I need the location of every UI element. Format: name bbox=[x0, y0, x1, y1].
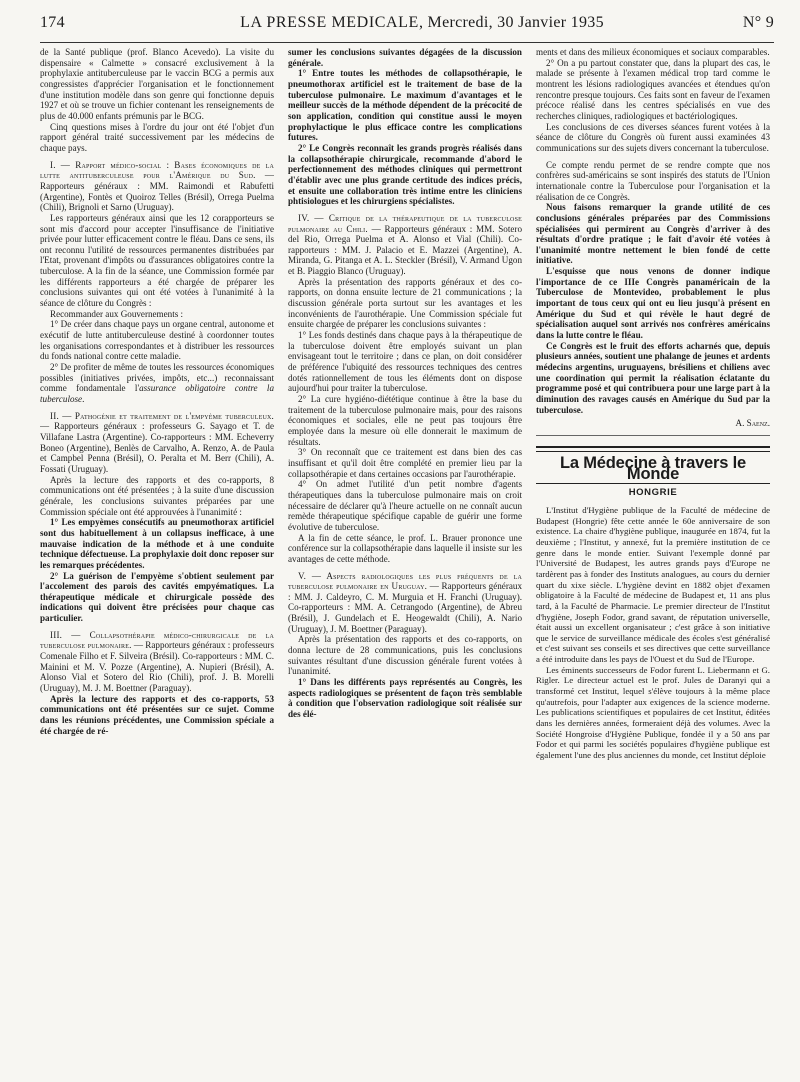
paragraph bbox=[288, 394, 522, 447]
paragraph bbox=[536, 160, 770, 203]
paragraph bbox=[288, 277, 522, 330]
paragraph-text: Les éminents successeurs de Fodor furent L. Liebermann et G. Rigler. Le directeur actuel est le prof. Jules de Daranyi qui a transformé cet Institut, lequel s'élève toujours à la même place qu'autrefois, pour l'adapter aux exigences de la science moderne. Les publications scientifiques et populaires de cet Institut, éditées dans les dernières années, formeraient déjà des volumes. Avec la Société Hongroise d'Hygiène Publique, fondée il y a 50 ans par Fodor et qui parmi les sociétés populaires d'hygiène publique est également l'une des plus anciennes du monde, cet Institut déploie bbox=[536, 664, 770, 761]
paragraph bbox=[40, 694, 274, 737]
header-rule bbox=[40, 42, 774, 43]
paragraph-text: 1° De créer dans chaque pays un organe central, autonome et exécutif de lutte antituberculeuse destiné à coordonner toutes les organisations correspondantes et à distribuer les ressources du fonds national contre cette maladie. bbox=[40, 319, 274, 362]
page-number: 174 bbox=[40, 14, 65, 31]
paragraph bbox=[40, 475, 274, 518]
paragraph bbox=[40, 122, 274, 154]
paragraph-text: Cinq questions mises à l'ordre du jour ont été l'objet d'un rapport général traité successivement par les médecins de chaque pays. bbox=[40, 121, 274, 153]
paragraph bbox=[40, 571, 274, 624]
paragraph-text: 2° La cure hygiéno-diététique continue à être la base du traitement de la tuberculose pulmonaire mais, pour des raisons économiques et sociales, elle ne peut pas toujours être employée dans la mesure où elle donnerait le maximum de résultats. bbox=[288, 394, 522, 447]
paragraph-text: — Rapporteurs généraux : MM. J. Caldeyro, C. M. Murguia et H. Franchi (Uruguay). Co-rapporteurs : MM. A. Cetrangodo (Argentine), de Abreu (Brésil), J. Gundelach et E. Heogewaldt (Chili), A. Nario (Uruguay), J. M. Boettner (Paraguay). bbox=[288, 581, 522, 634]
paragraph-text: Les rapporteurs généraux ainsi que les 12 corapporteurs se sont mis d'accord pour accepter l'insuffisance de l'initiative privée pour lutter efficacement contre le fléau. Dans ce sens, ils ont reconnu l'utilité de ressources permanentes distribuées par l'Etat, provenant d'impôts ou d'assurances obligatoires contre la tuberculose. A la fin de la séance, une Commission formée par les différents rapporteurs a été chargée de préparer les conclusions suivantes qui ont été votées à l'unanimité à la séance de clôture du Congrès : bbox=[40, 212, 274, 309]
paragraph-text: L'esquisse que nous venons de donner indique l'importance de ce IIIe Congrès panaméricain de la Tuberculose de Montevideo, probablement le plus important de tous ceux qui ont eu lieu jusqu'à présent en Amérique du Sud et qui révèle le haut degré de spécialisation auquel sont arrivés nos confrères américains dans la lutte contre le fléau. bbox=[536, 266, 770, 341]
paragraph-text: Après la lecture des rapports et des co-rapports, 8 communications ont été présentées ; à la suite d'une discussion générale, les conclusions suivantes préparées par une Commission spéciale ont été approuvées à l'unanimité : bbox=[40, 474, 274, 517]
paragraph bbox=[288, 479, 522, 532]
paragraph-text: 2° La guérison de l'empyème s'obtient seulement par l'accolement des parois des cavités empyématiques. La thérapeutique médicale et chirurgicale possède des indications qui doivent être précisées pour chaque cas particulier. bbox=[40, 570, 274, 624]
paragraph bbox=[40, 213, 274, 309]
paragraph bbox=[40, 47, 274, 122]
paragraph-text: 1° Entre toutes les méthodes de collapsothérapie, le pneumothorax artificiel est le traitement de base de la tuberculose pulmonaire. Le maximum d'avantages et le meilleur succès de la méthode dépendent de la précocité de son application, condition qui constitue aussi le moyen prophylactique le plus efficace contre les complications futures. bbox=[288, 68, 522, 143]
section-heading: III. — Collapsothérapie médico-chirurgicale de la tuberculose pulmonaire. bbox=[40, 629, 274, 651]
paragraph bbox=[288, 677, 522, 720]
country-heading: HONGRIE bbox=[628, 487, 678, 499]
section-title-rule bbox=[536, 483, 770, 484]
column-2 bbox=[288, 47, 522, 1077]
section-heading: IV. — Critique de la thérapeutique de la tuberculose pulmonaire au Chili. bbox=[288, 212, 522, 234]
paragraph-text: 2° On a pu partout constater que, dans la plupart des cas, le malade se présente à l'examen médical trop tard comme le montrent les lésions radiologiques avancées et étendues qu'on rencontre presque toujours. Ces faits sont en faveur de l'examen précoce réalisé dans les centres spécialisés en vue des recherches cliniques, radiologiques et bactériologiques. bbox=[536, 57, 770, 121]
paragraph-text: Ce compte rendu permet de se rendre compte que nos confrères sud-américains se sont inspirés des statuts de l'Union internationale contre la Tuberculose pour l'organisation et la réalisation de ce Congrès. bbox=[536, 159, 770, 202]
paragraph-text: — Rapporteurs généraux : professeurs G. Sayago et T. de Villafane Lastra (Argentine). Co-rapporteurs : MM. Echeverry Boneo (Argentine), Benlès de Carvalho, A. Renzo, A. de Paula et Campbel Penna (Brésil), O. Peralta et M. Berr (Chili), A. Fossati (Uruguay). bbox=[40, 421, 274, 474]
paragraph bbox=[536, 122, 770, 154]
journal-header: LA PRESSE MEDICALE, Mercredi, 30 Janvier 1935 bbox=[240, 14, 604, 31]
paragraph-text: ments et dans des milieux économiques et sociaux comparables. bbox=[536, 47, 770, 57]
running-header bbox=[40, 14, 774, 40]
paragraph-text: 2° De profiter de même de toutes les ressources économiques possibles (initiatives privées, impôts, etc...) reconnaissant comme fondamentale l' bbox=[40, 362, 274, 394]
column-3 bbox=[536, 47, 770, 1077]
column-1 bbox=[40, 47, 274, 1077]
paragraph-text: de la Santé publique (prof. Blanco Acevedo). La visite du dispensaire « Calmette » consacré exclusivement à la prophylaxie antituberculeuse par le vaccin BCG a permis aux congressistes d'apprécier l'organisation et le fonctionnement d'une institution modèle dans son genre qui fonctionne depuis 1927 et où se trouve un fichier contenant les renseignements de plus de 40.000 enfants prémunis par le BCG. bbox=[40, 47, 274, 121]
paragraph bbox=[288, 330, 522, 394]
paragraph bbox=[40, 362, 274, 405]
paragraph bbox=[536, 58, 770, 122]
paragraph bbox=[288, 634, 522, 677]
issue-number: N° 9 bbox=[742, 14, 774, 31]
paragraph-text: Après la présentation des rapports et des co-rapports, on donna lecture de 28 communications, puis les conclusions suivantes résultant d'une discussion générale furent votées à l'unanimité. bbox=[288, 634, 522, 677]
paragraph-text: 3° On reconnaît que ce traitement est dans bien des cas insuffisant et qu'il doit être complété en premier lieu par la collapsothérapie et dans certaines occasions par l'aurothérapie. bbox=[288, 447, 522, 479]
paragraph-text: Ce Congrès est le fruit des efforts acharnés que, depuis plusieurs années, soutient une phalange de jeunes et ardents médecins argentins, uruguayens, brésiliens et chiliens avec une coordination qui permit la réalisation éclatante du programme posé et qui contribuera pour une large part à la diminution des ravages causés en Amérique du Sud par la tuberculose. bbox=[536, 340, 770, 415]
paragraph bbox=[288, 447, 522, 479]
paragraph bbox=[536, 266, 770, 341]
paragraph-text-end: . bbox=[82, 394, 85, 404]
paragraph bbox=[288, 571, 522, 635]
paragraph bbox=[536, 341, 770, 416]
paragraph bbox=[40, 160, 274, 213]
paragraph-text: 1° Les empyèmes consécutifs au pneumothorax artificiel sont dus habituellement à un collapsus inefficace, à une mauvaise indication de la méthode et à une conduite technique défectueuse. La prophylaxie doit donc reposer sur les remarques précédentes. bbox=[40, 517, 274, 570]
paragraph-text: 2° Le Congrès reconnaît les grands progrès réalisés dans la collapsothérapie chirurgicale, recommande d'abord le perfectionnement des méthodes cliniques qui permettront d'établir avec une plus grande certitude des indices précis, et ensuite une collaboration très intime entre les cliniciens phtisiologues et les chirurgiens spécialistes. bbox=[288, 142, 522, 207]
paragraph bbox=[40, 517, 274, 570]
section-heading: I. — Rapport médico-social : Bases économiques de la lutte antituberculeuse pour l'Amérique du Sud. bbox=[40, 159, 274, 181]
paragraph-text: 1° Dans les différents pays représentés au Congrès, les aspects radiologiques se présentent de façon très semblable à condition que l'observation radiologique soit réalisée sur des élé- bbox=[288, 677, 522, 720]
paragraph-text: Recommander aux Gouvernements : bbox=[50, 308, 184, 319]
section-heading: II. — Pathogénie et traitement de l'empyème tuberculeux. bbox=[50, 410, 274, 421]
paragraph-text: 4° On admet l'utilité d'un petit nombre d'agents thérapeutiques dans la tuberculose pulmonaire mais on croit nécessaire de déclarer qu'à l'heure actuelle on ne connaît aucun remède thérapeutique spécifique capable de guérir une forme évolutive de tuberculose. bbox=[288, 479, 522, 532]
paragraph bbox=[536, 202, 770, 266]
text-columns bbox=[40, 47, 774, 1077]
journal-title: LA PRESSE MEDICALE bbox=[240, 14, 419, 31]
paragraph bbox=[536, 665, 770, 761]
section-heading: V. — Aspects radiologiques les plus fréquents de la tuberculose pulmonaire en Uruguay. bbox=[288, 570, 522, 592]
paragraph bbox=[40, 630, 274, 694]
section-rule-top bbox=[536, 446, 770, 448]
paragraph bbox=[40, 319, 274, 362]
paragraph-text: L'Institut d'Hygiène publique de la Faculté de médecine de Budapest (Hongrie) fête cette année le 60e anniversaire de son existence. La chaire d'hygiène publique, inaugurée en 1874, fut la deuxième ; l'Institut, y annexé, fut la première institution de ce genre dans le monde entier. Suivant l'exemple donné par l'Université de Budapest, les autres grands pays d'Europe ne tardèrent pas à fonder des Instituts analogues, au cours du dernier quart du xixe siècle. L'hygiène devint en 1882 objet d'examen obligatoire à la Faculté de médecine de Budapest et, 11 ans plus tard, à la Faculté de Pharmacie. Le premier directeur de l'Institut d'hygiène, Joseph Fodor, grand savant, de réputation universelle, était aussi un excellent organisateur ; c'est grâce à son initiative que le service de surveillance médicale des écoles s'est généralisé et c'est suivant ses conseils et ses directives que cette surveillance a été introduite dans les pays de l'Ouest et du Sud de l'Europe. bbox=[536, 504, 770, 665]
paragraph-text: Nous faisons remarquer la grande utilité de ces conclusions générales préparées par des Commissions spécialisées qui permirent au Congrès d'arriver à des résultats d'ordre pratique ; le fait d'avoir été votées à l'unanimité montre nettement le bien fondé de cette initiative. bbox=[536, 202, 770, 266]
paragraph-text: — Rapporteurs généraux : MM. Sotero del Rio, Orrega Puelma et A. Alonso et Vial (Chili). Co-rapporteurs : MM. J. Palacio et E. Mazzei (Argentine), A. Miranda, G. Pitanga et A. L. Steckler (Brésil), V. Armand Ugon et B. Piaggio Blanco (Uruguay). bbox=[288, 223, 522, 277]
paragraph-text: — Rapporteurs généraux : professeurs Comenale Filho et F. Silveira (Brésil). Co-rapporteurs : MM. C. Mainini et M. V. Pozze (Argentine), A. Nupieri (Brésil), A. Alonso Vial et Sotero del Rio (Chili), prof. J. B. Morelli (Uruguay), M. J. M. Boettner (Paraguay). bbox=[40, 640, 274, 694]
paragraph-text: — Rapporteurs généraux : MM. Raimondi et Rabufetti (Argentine), Fontès et Quoiroz Telles (Brésil), Orrega Puelma (Chili), Brignoli et Sarno (Uruguay). bbox=[40, 170, 274, 213]
author-signature: A. Saenz. bbox=[735, 418, 770, 429]
paragraph-text: Les conclusions de ces diverses séances furent votées à la séance de clôture du Congrès où furent aussi examinées 43 communications sur des sujets divers concernant la tuberculose. bbox=[536, 121, 770, 153]
section-rule-bottom bbox=[536, 451, 770, 452]
paragraph-text: 1° Les fonds destinés dans chaque pays à la thérapeutique de la tuberculose doivent être employés suivant un plan envisageant tout le territoire ; dans ce plan, on doit considérer de préférence l'ubiquité des ressources techniques des centres dotés rationnellement de tous les éléments dont on dispose aujourd'hui pour traiter la tuberculose. bbox=[288, 330, 522, 394]
paragraph-text: Après la lecture des rapports et des co-rapports, 53 communications ont été présentées sur ce sujet. Comme dans les réunions précédentes, une Commission spéciale a été chargée de ré- bbox=[40, 693, 274, 736]
paragraph bbox=[40, 309, 274, 320]
paragraph bbox=[288, 68, 522, 143]
paragraph bbox=[288, 47, 522, 68]
paragraph-text: sumer les conclusions suivantes dégagées de la discussion générale. bbox=[288, 47, 522, 68]
paragraph-text: A la fin de cette séance, le prof. L. Brauer prononce une conférence sur la collapsothérapie dans laquelle il insiste sur les avantages de cette méthode. bbox=[288, 532, 522, 564]
paragraph bbox=[536, 47, 770, 58]
paragraph bbox=[288, 213, 522, 277]
paragraph bbox=[40, 411, 274, 475]
section-title: La Médecine à travers le Monde bbox=[560, 453, 746, 483]
paragraph bbox=[288, 533, 522, 565]
paragraph-text: Après la présentation des rapports généraux et des co-rapports, on donna ensuite lecture de 21 communications ; la discussion générale porta surtout sur les avantages et les inconvénients de l'aurothérapie. Une Commission spéciale fut ensuite chargée de préparer les conclusions suivantes : bbox=[288, 276, 522, 330]
issue-date: Mercredi, 30 Janvier 1935 bbox=[427, 14, 604, 31]
paragraph bbox=[536, 505, 770, 665]
emphasis-text: assurance obligatoire contre la tuberculose bbox=[40, 383, 274, 404]
paragraph bbox=[288, 143, 522, 207]
end-article-rule bbox=[536, 435, 770, 436]
